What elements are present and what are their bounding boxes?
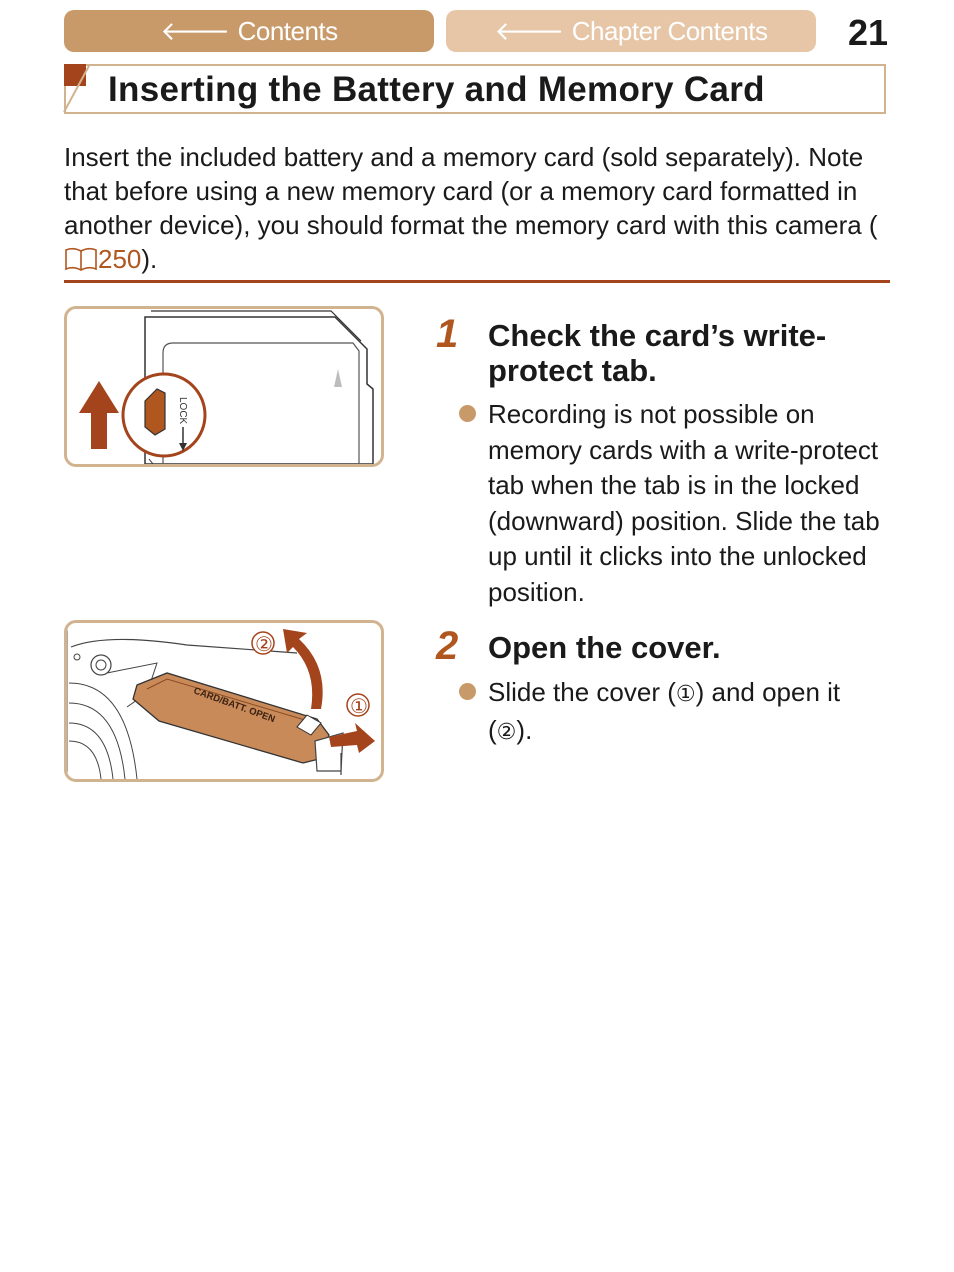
left-arrow-icon: 🡐	[160, 15, 230, 46]
step-2-heading: Open the cover.	[488, 630, 721, 665]
section-title: Inserting the Battery and Memory Card	[108, 70, 765, 109]
step-1-number: 1	[436, 312, 459, 356]
step-1-heading: Check the card’s write-protect tab.	[488, 318, 827, 388]
section-marker-slash	[60, 64, 100, 114]
marker-two: ②	[255, 632, 273, 656]
section-divider	[64, 280, 890, 283]
memory-card-drawing	[67, 309, 381, 464]
bullet-icon	[459, 405, 476, 422]
step-2-bullet-text: Slide the cover (	[488, 677, 676, 707]
open-arrow-icon	[283, 629, 323, 709]
page-reference-number: 250	[98, 244, 142, 274]
step-1-bullet: Recording is not possible on memory cards with a write-protect tab when the tab is in the locked (downward) position. Slide the tab up until it clicks into the unlocked position.	[488, 399, 880, 607]
step-2-number: 2	[436, 624, 459, 668]
intro-paragraph	[64, 140, 890, 276]
step-2-bullet	[488, 675, 888, 750]
contents-label: Contents	[237, 15, 338, 46]
step-2-bullet-text: ) and open it (	[488, 677, 841, 745]
chapter-contents-button[interactable]	[446, 10, 816, 52]
contents-button[interactable]	[64, 10, 434, 52]
cover-label: CARD/BATT. OPEN	[191, 685, 277, 726]
marker-two-ref: ②	[496, 719, 517, 745]
intro-text-end: ).	[141, 244, 158, 274]
lock-label: LOCK	[177, 397, 188, 425]
marker-one-ref: ①	[675, 682, 696, 707]
marker-one: ①	[350, 694, 368, 718]
intro-text: Insert the included battery and a memory card (sold separately). Note that before using a new memory card (or a memory card formatted in another device), you should format the memory card with this camera (	[64, 142, 878, 240]
page-reference-link[interactable]	[64, 244, 141, 274]
memory-card-illustration	[64, 306, 384, 467]
bullet-icon	[459, 683, 476, 700]
left-arrow-icon: 🡐	[494, 15, 564, 46]
battery-cover-illustration	[64, 620, 384, 782]
page-number: 21	[847, 12, 888, 53]
step-2-bullet-text: ).	[516, 714, 533, 745]
up-arrow-icon	[79, 381, 119, 449]
book-icon	[64, 247, 98, 271]
battery-cover-drawing	[67, 623, 381, 779]
chapter-contents-label: Chapter Contents	[571, 15, 768, 46]
